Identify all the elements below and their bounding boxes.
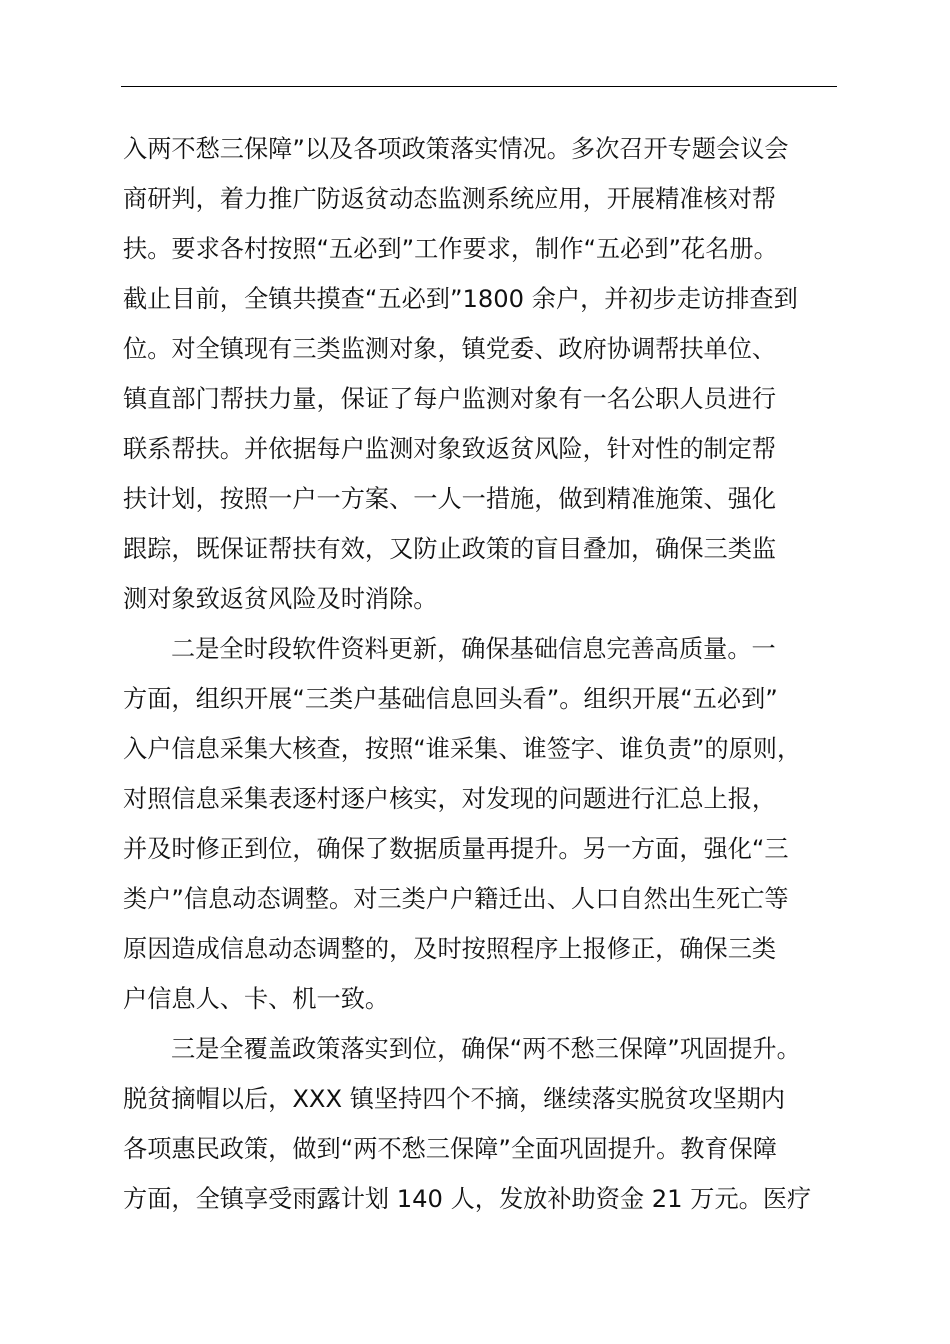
- text-line: 脱贫摘帽以后，XXX 镇坚持四个不摘，继续落实脱贫攻坚期内: [123, 1085, 786, 1113]
- text-line: 入户信息采集大核查，按照“谁采集、谁签字、谁负责”的原则，: [123, 735, 802, 763]
- text-line: 并及时修正到位，确保了数据质量再提升。另一方面，强化“三: [123, 835, 789, 863]
- text-line: 方面，全镇享受雨露计划 140 人，发放补助资金 21 万元。医疗: [123, 1185, 812, 1213]
- text-line: 对照信息采集表逐村逐户核实，对发现的问题进行汇总上报，: [123, 785, 777, 813]
- text-line: 截止目前，全镇共摸查“五必到”1800 余户，并初步走访排查到: [123, 285, 798, 313]
- text-line: 扶计划，按照一户一方案、一人一措施，做到精准施策、强化: [123, 485, 777, 513]
- text-line: 原因造成信息动态调整的，及时按照程序上报修正，确保三类: [123, 935, 777, 963]
- text-line: 联系帮扶。并依据每户监测对象致返贫风险，针对性的制定帮: [123, 435, 777, 463]
- text-line: 方面，组织开展“三类户基础信息回头看”。组织开展“五必到”: [123, 685, 778, 713]
- text-line: 各项惠民政策，做到“两不愁三保障”全面巩固提升。教育保障: [123, 1135, 777, 1163]
- text-line: 扶。要求各村按照“五必到”工作要求，制作“五必到”花名册。: [123, 235, 778, 263]
- text-line: 镇直部门帮扶力量，保证了每户监测对象有一名公职人员进行: [123, 385, 777, 413]
- text-line: 入两不愁三保障”以及各项政策落实情况。多次召开专题会议会: [123, 135, 789, 163]
- text-line: 类户”信息动态调整。对三类户户籍迁出、人口自然出生死亡等: [123, 885, 789, 913]
- text-line: 户信息人、卡、机一致。: [123, 985, 390, 1013]
- text-line: 跟踪，既保证帮扶有效，又防止政策的盲目叠加，确保三类监: [123, 535, 777, 563]
- text-line: 商研判，着力推广防返贫动态监测系统应用，开展精准核对帮: [123, 185, 777, 213]
- paragraph-start-line: 二是全时段软件资料更新，确保基础信息完善高质量。一: [171, 635, 776, 663]
- header-rule: [121, 86, 837, 87]
- body-text: [123, 124, 853, 1224]
- text-line: 位。对全镇现有三类监测对象，镇党委、政府协调帮扶单位、: [123, 335, 777, 363]
- text-line: 测对象致返贫风险及时消除。: [123, 585, 438, 613]
- paragraph-start-line: 三是全覆盖政策落实到位，确保“两不愁三保障”巩固提升。: [171, 1035, 801, 1063]
